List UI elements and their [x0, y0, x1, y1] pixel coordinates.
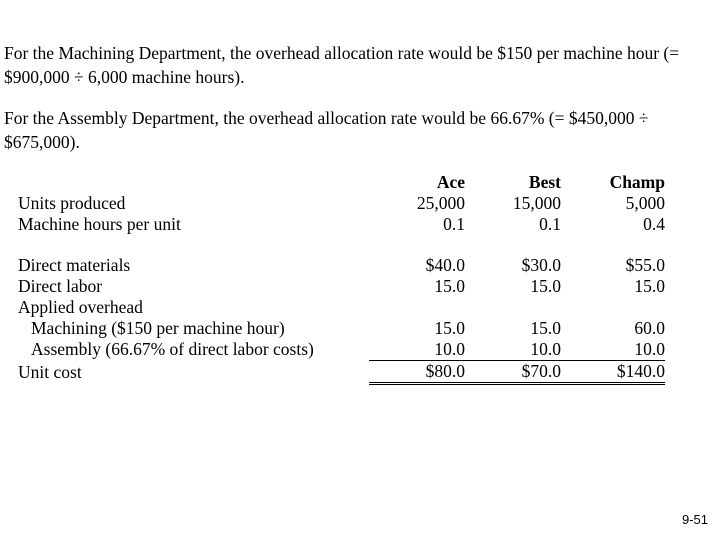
cell-value: $70.0 — [465, 361, 561, 384]
row-label: Unit cost — [18, 361, 82, 382]
table-row — [12, 318, 665, 339]
cell-value: 0.4 — [643, 214, 665, 234]
unit-cost-table — [12, 172, 665, 385]
cell-value: 10.0 — [561, 339, 665, 361]
cell-value: $140.0 — [561, 361, 665, 384]
spacer-row — [12, 235, 665, 255]
cell-value: 15,000 — [512, 193, 561, 213]
table-row — [12, 339, 665, 361]
table-row — [12, 297, 665, 318]
cell-value: 25,000 — [416, 193, 465, 213]
cell-value: 15.0 — [530, 318, 561, 338]
machining-rate-text: For the Machining Department, the overhead allocation rate would be $150 per machine hour (= $900,000 ÷ 6,000 machine hours). — [4, 43, 680, 87]
row-label: Units produced — [18, 193, 126, 213]
table-row — [12, 276, 665, 297]
cell-value: 60.0 — [634, 318, 665, 338]
cell-value: 15.0 — [434, 318, 465, 338]
table-row — [12, 255, 665, 276]
cell-value: 15.0 — [434, 276, 465, 296]
table-header-row — [12, 172, 665, 193]
cell-value: 15.0 — [530, 276, 561, 296]
cell-value: $40.0 — [425, 255, 465, 275]
header-best: Best — [528, 172, 561, 192]
table-row-total — [12, 361, 665, 384]
table-row — [12, 193, 665, 214]
cell-value: 0.1 — [539, 214, 561, 234]
row-label: Machine hours per unit — [18, 214, 181, 234]
cell-value: $30.0 — [521, 255, 561, 275]
cell-value: $55.0 — [625, 255, 665, 275]
row-label: Assembly (66.67% of direct labor costs) — [31, 339, 314, 360]
row-label: Applied overhead — [18, 297, 143, 317]
table-row — [12, 214, 665, 235]
cell-value: 10.0 — [465, 339, 561, 361]
cell-value: 10.0 — [369, 339, 465, 361]
assembly-rate-text: For the Assembly Department, the overhead allocation rate would be 66.67% (= $450,000 ÷ $675,000). — [4, 108, 649, 152]
row-label: Direct materials — [18, 255, 131, 275]
cell-value: 0.1 — [443, 214, 465, 234]
header-champ: Champ — [609, 172, 665, 192]
cell-value: 5,000 — [625, 193, 665, 213]
header-ace: Ace — [436, 172, 465, 192]
row-label: Direct labor — [18, 276, 103, 296]
cell-value: $80.0 — [369, 361, 465, 384]
row-label: Machining ($150 per machine hour) — [31, 318, 285, 338]
cell-value: 15.0 — [634, 276, 665, 296]
page-number: 9-51 — [681, 512, 708, 527]
